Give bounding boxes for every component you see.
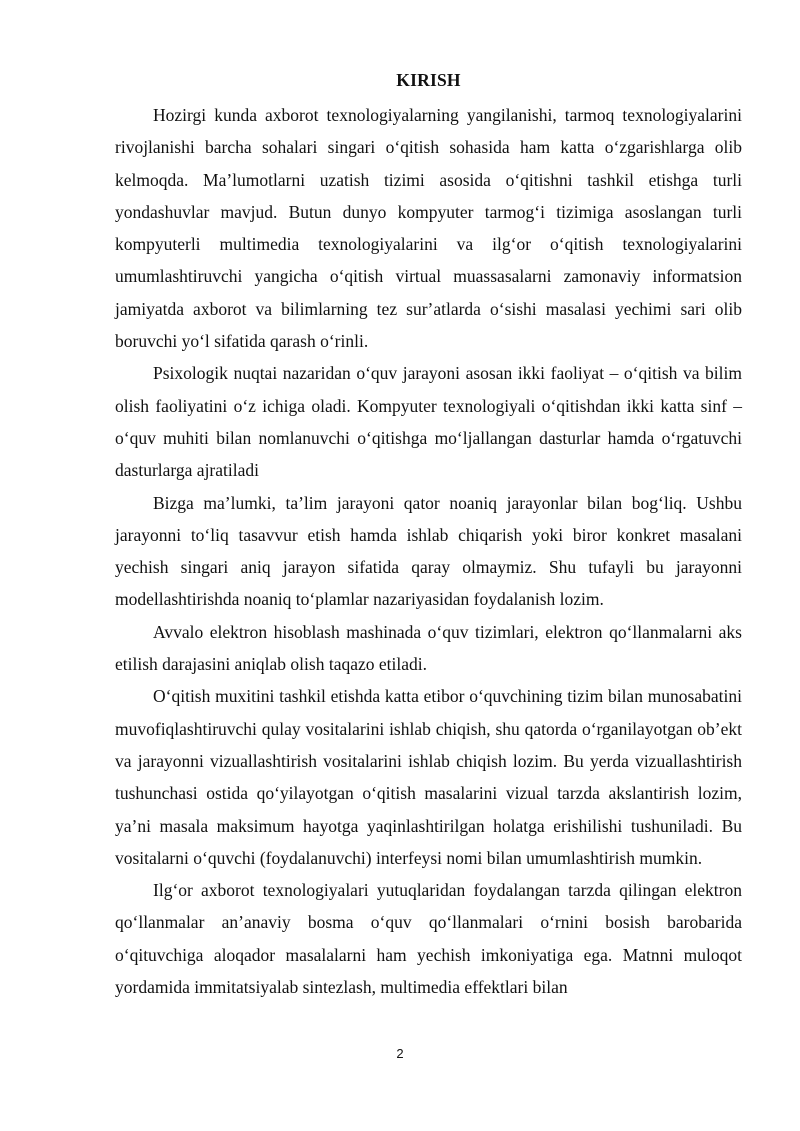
page-body <box>115 68 742 1003</box>
page-number: 2 <box>396 1046 404 1061</box>
paragraph-6: Ilgʻor axborot texnologiyalari yutuqlaridan foydalangan tarzda qilingan elektron qoʻllanmalar anʼanaviy bosma oʻquv qoʻllanmalari oʻrnini bosish barobarida oʻqituvchiga aloqador masalalarni ham yechish imkoniyatiga ega. Matnni muloqot yordamida immitatsiyalab sintezlash, multimedia effektlari bilan <box>115 880 742 998</box>
paragraph-1: Hozirgi kunda axborot texnologiyalarning yangilanishi, tarmoq texnologiyalarini rivojlanishi barcha sohalari singari oʻqitish sohasida ham katta oʻzgarishlarga olib kelmoqda. Maʼlumotlarni uzatish tizimi asosida oʻqitishni tashkil etishga turli yondashuvlar mavjud. Butun dunyo kompyuter tarmogʻi tizimiga asoslangan turli kompyuterli multimedia texnologiyalarini va ilgʻor oʻqitish texnologiyalarini umumlashtiruvchi yangicha oʻqitish virtual muassasalarni zamonaviy informatsion jamiyatda axborot va bilimlarning tez surʼatlarda oʻsishi masalasi yechimi sari olib boruvchi yoʻl sifatida qarash oʻrinli. <box>115 105 742 352</box>
paragraph-4: Avvalo elektron hisoblash mashinada oʻquv tizimlari, elektron qoʻllanmalarni aks etilish darajasini aniqlab olish taqazo etiladi. <box>115 621 742 675</box>
paragraph-2: Psixologik nuqtai nazaridan oʻquv jarayoni asosan ikki faoliyat – oʻqitish va bilim olish faoliyatini oʻz ichiga oladi. Kompyuter texnologiyali oʻqitishdan ikki katta sinf – oʻquv muhiti bilan nomlanuvchi oʻqitishga moʻljallangan dasturlar hamda oʻrgatuvchi dasturlarga ajratiladi <box>115 363 742 481</box>
paragraph-3: Bizga maʼlumki, taʼlim jarayoni qator noaniq jarayonlar bilan bogʻliq. Ushbu jarayonni toʻliq tasavvur etish hamda ishlab chiqarish yoki biror konkret masalani yechish singari aniq jarayon sifatida qaray olmaymiz. Shu tufayli bu jarayonni modellashtirishda noaniq toʻplamlar nazariyasidan foydalanish lozim. <box>115 492 742 610</box>
section-title: KIRISH <box>396 70 461 90</box>
paragraph-5: Oʻqitish muxitini tashkil etishda katta etibor oʻquvchining tizim bilan munosabatini muvofiqlashtiruvchi qulay vositalarini ishlab chiqish, shu qatorda oʻrganilayotgan obʼekt va jarayonni vizuallashtirish vositalarini ishlab chiqish lozim. Bu yerda vizuallashtirish tushunchasi ostida qoʻyilayotgan oʻqitish masalarini vizual tarzda akslantirish lozim, yaʼni masala maksimum hayotga yaqinlashtirilgan holatga erishilishi tushuniladi. Bu vositalarni oʻquvchi (foydalanuvchi) interfeysi nomi bilan umumlashtirish mumkin. <box>115 686 742 868</box>
